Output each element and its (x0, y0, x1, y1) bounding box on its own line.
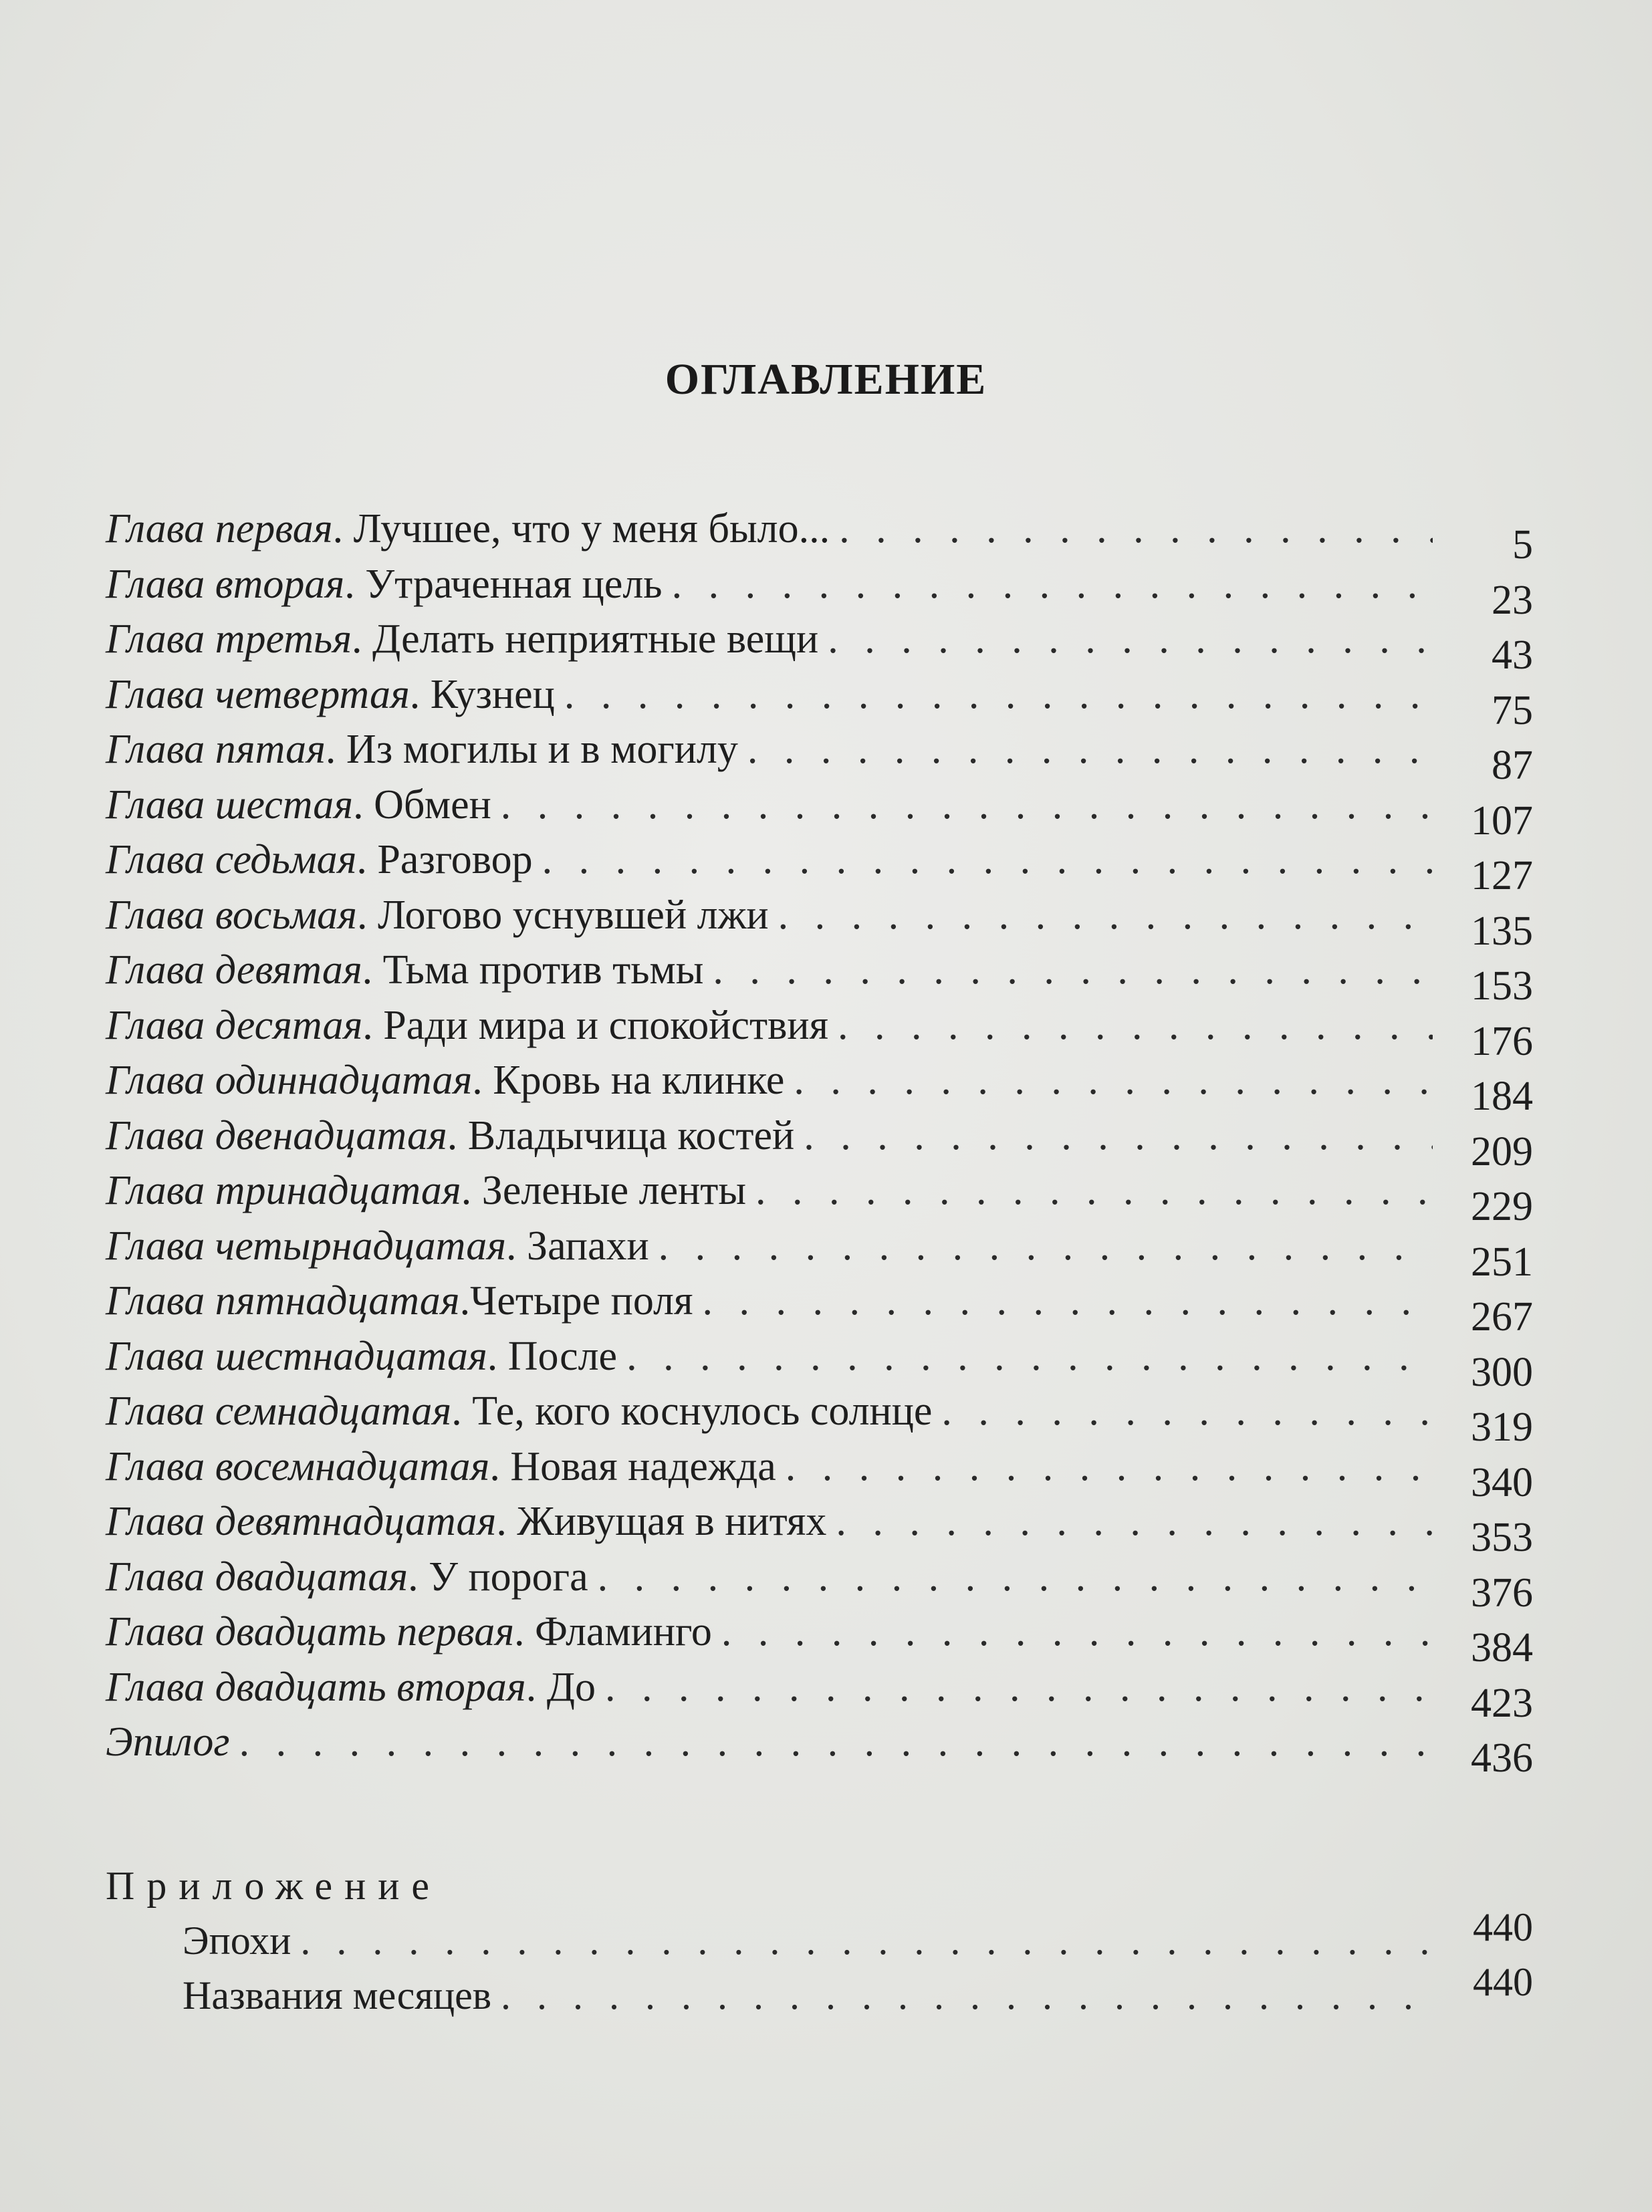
chapter-label: Эпилог (106, 1719, 230, 1765)
chapter-label: Глава седьмая (106, 837, 357, 882)
chapter-label: Глава третья (106, 616, 352, 662)
appendix-entry (106, 1960, 1533, 2023)
toc-entry-text (106, 557, 672, 612)
chapter-label: Глава первая (106, 506, 333, 551)
toc-entry-text (106, 888, 778, 943)
dot-leader (755, 1163, 1433, 1219)
toc-entry (106, 1219, 1533, 1285)
toc-entry (106, 1108, 1533, 1175)
dot-leader (747, 722, 1433, 777)
page-number: 384 (1471, 1625, 1533, 1671)
toc-entry (106, 1329, 1533, 1395)
toc-entry-text (106, 1219, 659, 1274)
chapter-label: Глава тринадцатая (106, 1168, 461, 1213)
toc-entry (106, 1163, 1533, 1229)
appendix-heading: Приложение (106, 1864, 442, 1908)
chapter-title: . Новая надежда (489, 1443, 776, 1489)
toc-entry (106, 777, 1533, 844)
dot-leader (713, 943, 1433, 998)
chapter-title: . Ради мира и спокойствия (362, 1002, 829, 1048)
chapter-title: . Из могилы и в могилу (325, 727, 738, 772)
page-number: 340 (1471, 1459, 1533, 1505)
chapter-title: . Кузнец (409, 671, 555, 717)
dot-leader (501, 777, 1433, 833)
toc-entry (106, 832, 1533, 898)
toc-entry-text (106, 1494, 836, 1550)
toc-entry-text (106, 777, 501, 833)
dot-leader (794, 1053, 1433, 1108)
chapter-label: Глава одиннадцатая (106, 1058, 473, 1103)
dot-leader (564, 667, 1433, 723)
page-number: 209 (1471, 1128, 1533, 1175)
dot-leader (778, 888, 1433, 943)
page-number: 135 (1471, 908, 1533, 954)
toc-entry-text (106, 1053, 794, 1108)
page-number: 87 (1492, 743, 1533, 788)
page-number: 353 (1471, 1515, 1533, 1560)
dot-leader (239, 1715, 1433, 1770)
toc-entry (106, 1439, 1533, 1505)
page-number: 75 (1492, 687, 1533, 733)
toc-entry-text (106, 1384, 941, 1439)
page-number: 376 (1471, 1570, 1533, 1616)
chapter-title: . У порога (408, 1554, 588, 1600)
chapter-title: . Владычица костей (447, 1112, 795, 1158)
chapter-title: . Кровь на клинке (472, 1058, 785, 1103)
page-number: 43 (1492, 632, 1533, 678)
page-number: 23 (1492, 577, 1533, 623)
chapter-label: Глава шестая (106, 781, 354, 828)
chapter-title: .Четыре поля (459, 1278, 693, 1324)
page-number: 267 (1471, 1294, 1533, 1340)
appendix-entry-title: Эпохи (183, 1919, 291, 1963)
chapter-label: Глава четвертая (106, 671, 410, 717)
chapter-label: Глава восемнадцатая (106, 1443, 490, 1489)
toc-entry (106, 557, 1533, 623)
toc-entry (106, 943, 1533, 1009)
toc-entry (106, 1384, 1533, 1450)
toc-entry (106, 1550, 1533, 1616)
page-number: 184 (1471, 1074, 1533, 1119)
dot-leader (836, 1494, 1433, 1550)
toc-entry (106, 888, 1533, 954)
chapter-label: Глава пятая (106, 727, 326, 772)
dot-leader (672, 557, 1433, 612)
dot-leader (501, 1968, 1433, 2023)
toc-entry-text (106, 722, 747, 777)
toc-entry-text (106, 1550, 598, 1605)
toc-entry-text (106, 501, 839, 557)
chapter-title: . Утраченная цель (344, 561, 663, 607)
toc-entry (106, 1494, 1533, 1560)
chapter-title: . Те, кого коснулось солнце (451, 1388, 933, 1434)
toc-entry (106, 1660, 1533, 1726)
chapter-title: . Фламинго (514, 1609, 712, 1654)
page-number: 153 (1471, 963, 1533, 1009)
toc-entry (106, 667, 1533, 733)
dot-leader (598, 1550, 1433, 1605)
chapter-label: Глава двадцать первая (106, 1609, 515, 1654)
page-number: 251 (1471, 1239, 1533, 1285)
page-number: 229 (1471, 1184, 1533, 1229)
toc-entry (106, 1715, 1533, 1781)
toc-entry-text (106, 1108, 804, 1164)
chapter-label: Глава вторая (106, 561, 345, 607)
toc-entry (106, 612, 1533, 678)
chapter-label: Глава двенадцатая (106, 1112, 447, 1158)
dot-leader (300, 1913, 1433, 1968)
dot-leader (804, 1108, 1433, 1164)
toc-entry (106, 1604, 1533, 1671)
toc-entry-text (106, 612, 828, 667)
page-number: 440 (1473, 1960, 1533, 2004)
chapter-title: . До (525, 1664, 596, 1710)
chapter-label: Глава двадцатая (106, 1554, 408, 1600)
page-number: 5 (1512, 522, 1533, 568)
chapter-label: Глава двадцать вторая (106, 1664, 526, 1710)
chapter-title: . Делать неприятные вещи (352, 616, 819, 662)
toc-entry-text (106, 1329, 626, 1384)
chapter-label: Глава четырнадцатая (106, 1223, 507, 1269)
chapter-label: Глава десятая (106, 1002, 363, 1048)
toc-entry (106, 1273, 1533, 1340)
chapter-label: Глава семнадцатая (106, 1388, 452, 1434)
toc-entry-text (106, 1604, 721, 1660)
chapter-title: . Живущая в нитях (496, 1499, 827, 1544)
chapter-title: . Зеленые ленты (461, 1168, 747, 1213)
toc-entry-text (106, 1163, 755, 1219)
dot-leader (838, 998, 1433, 1054)
chapter-title: . Разговор (356, 837, 533, 882)
page-number: 300 (1471, 1349, 1533, 1395)
chapter-label: Глава пятнадцатая (106, 1278, 460, 1324)
chapter-title: . Лучшее, что у меня было... (332, 506, 830, 551)
dot-leader (605, 1660, 1433, 1715)
appendix-entry (106, 1905, 1533, 1968)
dot-leader (828, 612, 1433, 667)
chapter-title: . Запахи (506, 1223, 649, 1269)
chapter-label: Глава девятая (106, 947, 362, 993)
toc-entry-text (106, 1439, 786, 1495)
page-number: 440 (1473, 1905, 1533, 1949)
dot-leader (626, 1329, 1433, 1384)
toc-entry-text (106, 943, 713, 998)
dot-leader (786, 1439, 1433, 1495)
page-number: 423 (1471, 1680, 1533, 1726)
toc-entry-text (106, 832, 542, 888)
dot-leader (839, 501, 1433, 557)
dot-leader (659, 1219, 1433, 1274)
dot-leader (941, 1384, 1433, 1439)
page-number: 107 (1471, 797, 1533, 844)
page-title: ОГЛАВЛЕНИЕ (665, 355, 987, 404)
dot-leader (542, 832, 1433, 888)
appendix-section (106, 1858, 1533, 2023)
chapter-label: Глава шестнадцатая (106, 1333, 487, 1379)
chapter-label: Глава девятнадцатая (106, 1499, 497, 1544)
toc-entry-text (106, 1715, 239, 1770)
page-number: 319 (1471, 1404, 1533, 1450)
toc-entry (106, 501, 1533, 568)
dot-leader (702, 1273, 1433, 1329)
chapter-title: . Обмен (353, 781, 491, 828)
appendix-entry-title: Названия месяцев (183, 1973, 492, 2017)
toc-entry (106, 1053, 1533, 1119)
toc-entry-text (106, 998, 838, 1054)
page-number: 127 (1471, 853, 1533, 898)
toc-entry-text (106, 1660, 605, 1715)
chapter-title: . Логово уснувшей лжи (356, 892, 769, 938)
toc-entry (106, 722, 1533, 788)
table-of-contents (106, 501, 1533, 1781)
dot-leader (721, 1604, 1433, 1660)
chapter-title: . Тьма против тьмы (362, 947, 704, 993)
page-number: 176 (1471, 1018, 1533, 1064)
toc-entry-text (106, 1273, 702, 1329)
toc-entry (106, 998, 1533, 1064)
page-number: 436 (1471, 1735, 1533, 1781)
toc-entry-text (106, 667, 564, 723)
chapter-title: . После (487, 1333, 618, 1379)
chapter-label: Глава восьмая (106, 892, 357, 938)
